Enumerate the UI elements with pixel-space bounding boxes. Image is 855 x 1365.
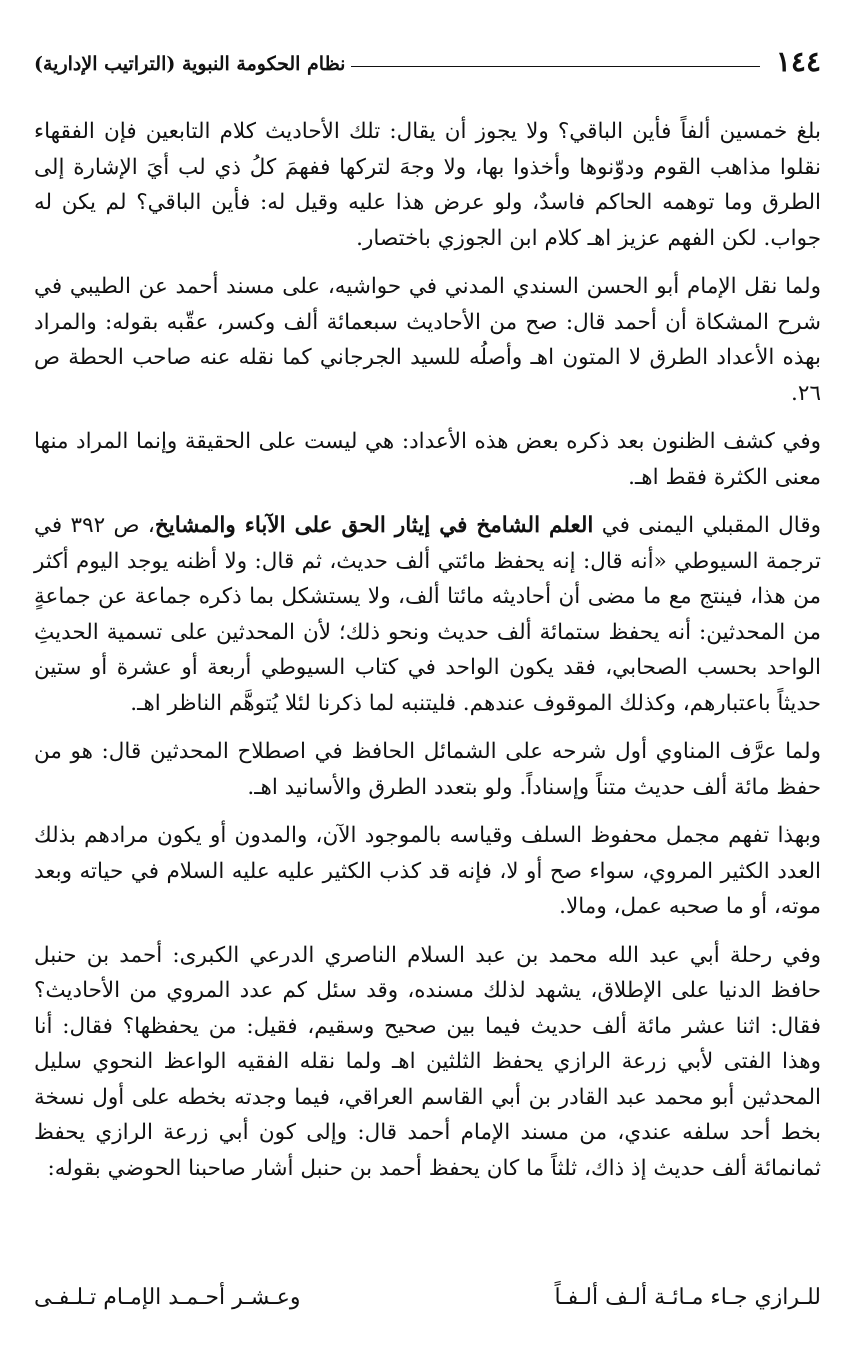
header-rule [351, 66, 759, 67]
paragraph-3: وفي كشف الظنون بعد ذكره بعض هذه الأعداد: هي ليست على الحقيقة وإنما المراد منها معنى الكثرة فقط اهـ. [34, 429, 821, 490]
paragraph-6: وبهذا تفهم مجمل محفوظ السلف وقياسه بالموجود الآن، والمدون أو يكون مرادهم بذلك العدد الكثير المروي، سواء صح أو لا، فإنه قد كذب الكثير عليه عليه السلام في حياته وبعد موته، أو ما صحبه عمل، ومالا. [34, 823, 821, 919]
poem-verse [34, 1272, 821, 1322]
page-number: ١٤٤ [775, 45, 821, 78]
paragraph-7: وفي رحلة أبي عبد الله محمد بن عبد السلام الناصري الدرعي الكبرى: أحمد بن حنبل حافظ الدنيا على الإطلاق، يشهد لذلك مسنده، وقد سئل كم عدد المروي من الأحاديث؟ فقال: اثنا عشر مائة ألف حديث فيما بين صحيح وسقيم، فقيل: من يحفظها؟ فقال: أنا وهذا الفتى لأبي زرعة الرازي يحفظ الثلثين اهـ ولما نقله الفقيه الواعظ النحوي سليل المحدثين أبو محمد عبد القادر بن أبي القاسم العراقي، فيما وجدته بخطه على أول نسخة بخط أحد سلفه عندي، من مسند الإمام أحمد قال: وإلى كون أبي زرعة الرازي يحفظ ثمانمائة ألف حديث إذ ذاك، ثلثاً ما كان يحفظ أحمد بن حنبل أشار صاحبنا الحوضي بقوله: [34, 942, 821, 1181]
page-header [34, 34, 821, 76]
paragraph-5: ولما عرَّف المناوي أول شرحه على الشمائل الحافظ في اصطلاح المحدثين قال: هو من حفظ مائة ألف حديث متناً وإسناداً. ولو بتعدد الطرق والأسانيد اهـ. [34, 739, 821, 800]
verse-second-hemistich: وعـشـر أحـمـد الإمـام تـلـفـى [34, 1284, 301, 1310]
book-title-bold: العلم الشامخ في إيثار الحق على الآباء والمشايخ [154, 513, 594, 538]
paragraph-1: بلغ خمسين ألفاً فأين الباقي؟ ولا يجوز أن يقال: تلك الأحاديث كلام التابعين فإن الفقهاء نقلوا مذاهب القوم ودوّنوها وأخذوا بها، ولا وجهَ لتركها ففهمَ كلُ ذي لب أيَ الإشارة إلى الطرق وما توهمه الحاكم فاسدٌ، ولو عرض هذا عليه وقيل له: فأين الباقي؟ لم يكن له جواب. لكن الفهم عزيز اهـ كلام ابن الجوزي باختصار. [34, 119, 821, 251]
body-text [34, 114, 821, 1199]
paragraph-4 [34, 508, 821, 721]
running-title: نظام الحكومة النبوية (التراتيب الإدارية) [34, 53, 346, 75]
paragraph-4-lead: وقال المقبلي اليمنى في [593, 513, 821, 538]
verse-first-hemistich: للـرازي جـاء مـائـة ألـف ألـفـاً [554, 1284, 821, 1310]
paragraph-2: ولما نقل الإمام أبو الحسن السندي المدني في حواشيه، على مسند أحمد عن الطيبي في شرح المشكاة أن أحمد قال: صح من الأحاديث سبعمائة ألف وكسر، عقّبه بقوله: والمراد بهذه الأعداد الطرق لا المتون اهـ وأصلُه للسيد الجرجاني كما نقله عنه صاحب الحطة ص ٢٦. [34, 274, 821, 406]
paragraph-4-rest: ، ص ٣٩٢ في ترجمة السيوطي «أنه قال: إنه يحفظ مائتي ألف حديث، ثم قال: ولا أظنه يوجد اليوم أكثر من هذا، فينتج مع ما مضى أن أحاديثه مائتا ألف، ولا يستشكل بما ذكره جماعة عن جماعةٍ من المحدثين: أنه يحفظ ستمائة ألف حديث ونحو ذلك؛ لأن المحدثين على تسمية الحديثِ الواحد بحسب الصحابي، فقد يكون الواحد في كتاب السيوطي أربعة أو عشرة أو ستين حديثاً باعتبارهم، وكذلك الموقوف عندهم. فليتنبه لما ذكرنا لئلا يُتوهَّم الناظر اهـ. [34, 513, 821, 716]
